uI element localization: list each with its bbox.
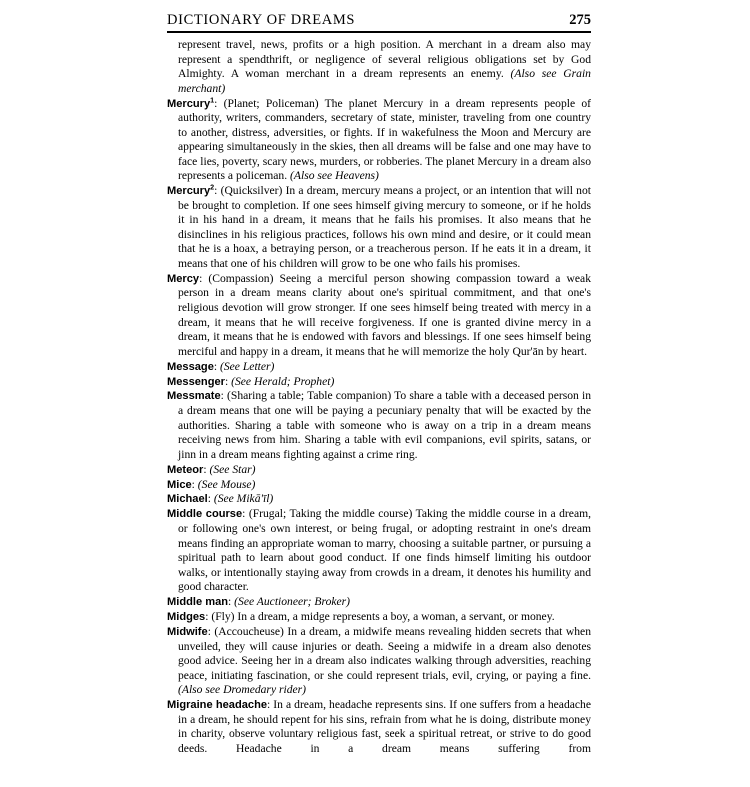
entry-headword: Meteor bbox=[167, 463, 204, 476]
entry-cross-reference: (See Letter) bbox=[220, 359, 275, 373]
entry-punctuation: : bbox=[191, 477, 198, 491]
entry-headword: Migraine headache bbox=[167, 699, 268, 712]
entry-cross-reference: (See Herald; Prophet) bbox=[231, 374, 335, 388]
header-rule bbox=[167, 31, 591, 33]
dictionary-entry bbox=[167, 492, 591, 507]
entry-cross-reference: (See Mouse) bbox=[197, 477, 256, 491]
entry-cross-reference: (Also see Heavens) bbox=[290, 169, 379, 183]
entry-punctuation: : bbox=[203, 462, 210, 476]
text-column bbox=[167, 38, 591, 757]
entry-headword-superscript: 2 bbox=[210, 182, 215, 192]
entry-definition: (Sharing a table; Table companion) To share a table with a deceased person in a dream means that one will be paying a pecuniary penalty that will be exacted by the authorities. Sharing a table with someone who is away on a trip in a dream means receiving news from him. Sharing a table with evil companions, evil spirits, satans, or jinn in a dream means fighting against a crime ring. bbox=[178, 389, 591, 461]
dictionary-entry bbox=[167, 698, 591, 756]
entry-definition: (Fly) In a dream, a midge represents a boy, a woman, a servant, or money. bbox=[211, 610, 555, 624]
continued-paragraph-crossref: (Also see Grain merchant) bbox=[178, 67, 591, 95]
entry-punctuation: : bbox=[207, 624, 215, 638]
dictionary-entry bbox=[167, 375, 591, 390]
entry-headword: Middle course bbox=[167, 508, 243, 521]
entry-headword: Mercury$^1$ bbox=[167, 94, 215, 110]
continued-paragraph-text: represent travel, news, profits or a high position. A merchant in a dream also may represent a spendthrift, or negligence of several religious obligations set by God Almighty. A woman merchant in a dream represents an enemy. bbox=[178, 38, 591, 81]
entry-headword: Mercury$^2$ bbox=[167, 182, 215, 198]
entry-punctuation: : bbox=[242, 507, 249, 521]
entry-cross-reference: (See Auctioneer; Broker) bbox=[234, 595, 351, 609]
entry-headword: Mercy bbox=[167, 272, 200, 285]
entry-punctuation: : bbox=[267, 698, 274, 712]
dictionary-entry bbox=[167, 463, 591, 478]
entry-list bbox=[167, 94, 592, 757]
entry-headword: Message bbox=[167, 360, 214, 373]
entry-headword: Middle man bbox=[167, 596, 229, 609]
dictionary-entry bbox=[167, 478, 591, 493]
entry-punctuation: : bbox=[213, 359, 220, 373]
dictionary-entry bbox=[167, 389, 591, 462]
entry-cross-reference: (Also see Dromedary rider) bbox=[178, 683, 307, 697]
entry-definition: (Quicksilver) In a dream, mercury means a project, or an intention that will not be brought to completion. If one sees himself giving mercury to someone, or if he holds it in his hand in a dream, it means that he fails his promises. It also means that he disinclines in his religious practices, follows his own mind and desire, or it could mean that he is a hoax, a betraying person, or a treacherous person. If he eats it in a dream, it means that one of his children will grow to be one who fails his promises. bbox=[178, 184, 591, 270]
dictionary-entry bbox=[167, 272, 591, 359]
entry-punctuation: : bbox=[214, 184, 221, 198]
entry-punctuation: : bbox=[199, 271, 209, 285]
dictionary-entry bbox=[167, 507, 591, 594]
entry-headword-superscript: 1 bbox=[210, 94, 215, 104]
entry-punctuation: : bbox=[205, 610, 212, 624]
dictionary-entry bbox=[167, 360, 591, 375]
dictionary-entry bbox=[167, 184, 591, 271]
page-title: DICTIONARY OF DREAMS bbox=[167, 12, 356, 28]
entry-punctuation: : bbox=[207, 492, 214, 506]
entry-definition: (Compassion) Seeing a merciful person showing compassion toward a weak person in a dream means clarity about one's spiritual commitment, and that one's religious devotion will grow stronger. If one sees himself being treated with mercy in a dream, it means that he will receive forgiveness. If one is granted divine mercy in a dream, it means that he is endowed with favors and blessings. If one sees himself being merciful and happy in a dream, it means that he will memorize the holy Qur'ān by heart. bbox=[178, 271, 592, 358]
entry-punctuation: : bbox=[224, 374, 232, 388]
entry-headword: Midges bbox=[167, 611, 206, 624]
entry-headword: Midwife bbox=[167, 625, 208, 638]
page-number: 275 bbox=[569, 12, 591, 28]
entry-headword: Messmate bbox=[167, 390, 221, 403]
entry-definition: (Frugal; Taking the middle course) Taking the middle course in a dream, or following one's own interest, or being frugal, or adopting restraint in one's dream means finding an appropriate woman to marry, choosing a suitable partner, or pursuing a spiritual path to learn about good conduct. If one finds himself limiting his outdoor walks, or intentionally staying away from crowds in a dream, it denotes his humility and good character. bbox=[178, 507, 591, 594]
entry-punctuation: : bbox=[220, 389, 228, 403]
entry-definition: In a dream, headache represents sins. If one suffers from a headache in a dream, he should repent for his sins, refrain from what he is doing, distribute money in charity, observe voluntary religious fast, seek a spiritual retreat, or strive to do good deeds. Headache in a dream means suffering from bbox=[178, 698, 591, 755]
dictionary-entry bbox=[167, 625, 591, 698]
continued-paragraph bbox=[167, 38, 591, 96]
entry-punctuation: : bbox=[228, 595, 235, 609]
entry-headword: Mice bbox=[167, 478, 192, 491]
entry-cross-reference: (See Mikā'īl) bbox=[213, 492, 274, 506]
entry-headword: Michael bbox=[167, 493, 208, 506]
dictionary-entry bbox=[167, 610, 591, 625]
dictionary-entry bbox=[167, 595, 591, 610]
entry-definition: (Planet; Policeman) The planet Mercury in a dream represents people of authority, writers, commanders, secretary of state, minister, traveling from one country to another, distress, adversities, or fights. If in wakefulness the Moon and Mercury are appearing simultaneously in the skies, then all dreams will be false and one may have to face lies, poverty, scary news, murders, or robberies. The planet Mercury in a dream also represents a policeman. bbox=[178, 96, 591, 183]
entry-cross-reference: (See Star) bbox=[209, 462, 256, 476]
dictionary-entry bbox=[167, 94, 591, 184]
entry-punctuation: : bbox=[214, 96, 224, 110]
entry-definition: (Accoucheuse) In a dream, a midwife means revealing hidden secrets that when unveiled, they will cause injuries or death. Seeing a midwife in a dream also denotes good advice. Seeing her in a dream also indicates walking through adversities, reaching peace, initiating fascination, or she could represent trials, evil, crying, or paying a fine. bbox=[178, 624, 591, 682]
entry-headword: Messenger bbox=[167, 375, 225, 388]
